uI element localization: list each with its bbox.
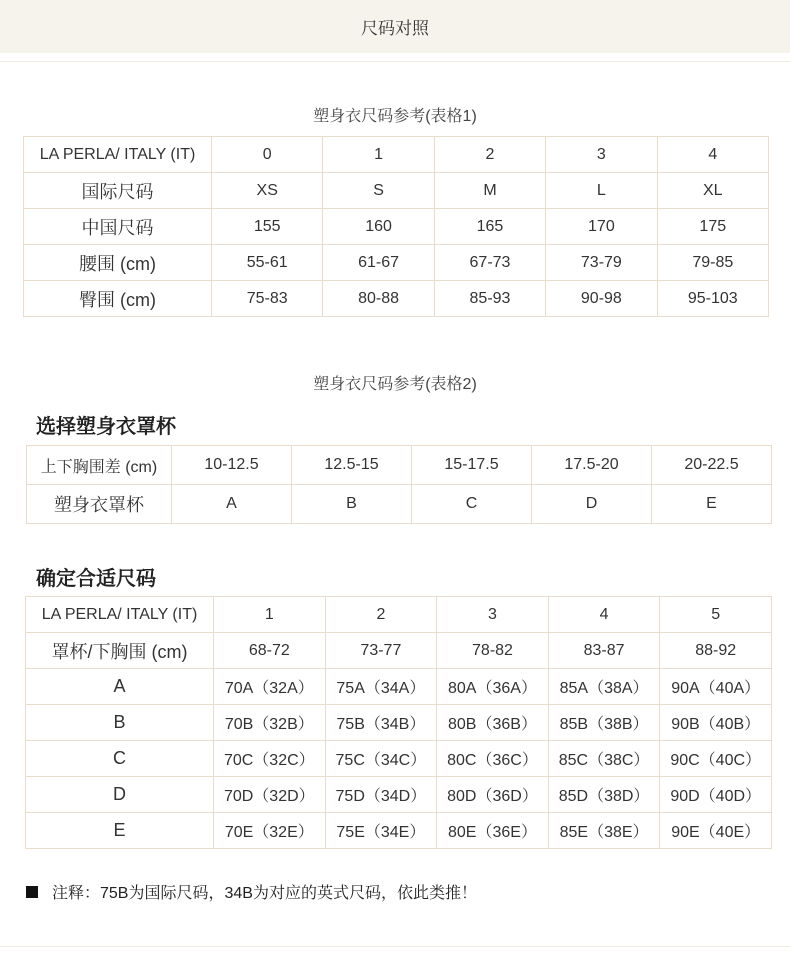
table-cell: 1 xyxy=(214,597,326,633)
table-cell: 73-79 xyxy=(546,245,657,281)
table-cell: L xyxy=(546,173,657,209)
table-cell: 75C（34C） xyxy=(325,741,437,777)
table-cell: D xyxy=(26,777,214,813)
table-cell: XS xyxy=(212,173,323,209)
table-row xyxy=(24,137,769,173)
table-cell: 塑身衣罩杯 xyxy=(27,485,172,524)
table-cell: 85D（38D） xyxy=(548,777,660,813)
table-cell: A xyxy=(26,669,214,705)
table-cell: LA PERLA/ ITALY (IT) xyxy=(26,597,214,633)
table-cell: 90B（40B） xyxy=(660,705,772,741)
size-table-1 xyxy=(23,136,769,317)
table-cell: 腰围 (cm) xyxy=(24,245,212,281)
table-cell: 160 xyxy=(323,209,434,245)
table-cell: 1 xyxy=(323,137,434,173)
footer-divider xyxy=(0,946,790,947)
table-cell: 61-67 xyxy=(323,245,434,281)
table-cell: 83-87 xyxy=(548,633,660,669)
table-cell: 10-12.5 xyxy=(172,446,292,485)
table1-caption: 塑身衣尺码参考(表格1) xyxy=(313,108,477,125)
table-cell: D xyxy=(532,485,652,524)
table-cell: 75E（34E） xyxy=(325,813,437,849)
table-cell: 55-61 xyxy=(212,245,323,281)
table-row xyxy=(26,777,772,813)
table-cell: 17.5-20 xyxy=(532,446,652,485)
table-cell: 90C（40C） xyxy=(660,741,772,777)
table-cell: 75A（34A） xyxy=(325,669,437,705)
table-cell: C xyxy=(412,485,532,524)
table-cell: 90-98 xyxy=(546,281,657,317)
table-cell: 中国尺码 xyxy=(24,209,212,245)
table-cell: 臀围 (cm) xyxy=(24,281,212,317)
table-cell: 80E（36E） xyxy=(437,813,549,849)
table-cell: 12.5-15 xyxy=(292,446,412,485)
page-header xyxy=(0,0,790,53)
table-cell: 165 xyxy=(434,209,545,245)
table2-caption: 塑身衣尺码参考(表格2) xyxy=(313,376,477,393)
table-cell: 80C（36C） xyxy=(437,741,549,777)
table-cell: 罩杯/下胸围 (cm) xyxy=(26,633,214,669)
table-cell: 75-83 xyxy=(212,281,323,317)
table-cell: 80-88 xyxy=(323,281,434,317)
table-cell: 85C（38C） xyxy=(548,741,660,777)
table-row xyxy=(26,597,772,633)
table-cell: E xyxy=(652,485,772,524)
table-row xyxy=(24,173,769,209)
footnote xyxy=(26,880,477,903)
table-cell: 73-77 xyxy=(325,633,437,669)
table-row xyxy=(27,446,772,485)
table-cell: 国际尺码 xyxy=(24,173,212,209)
section-title-size: 确定合适尺码 xyxy=(36,568,156,590)
table-cell: 2 xyxy=(325,597,437,633)
table-row xyxy=(26,633,772,669)
table-cell: 80B（36B） xyxy=(437,705,549,741)
table-cell: 70D（32D） xyxy=(214,777,326,813)
table-cell: 4 xyxy=(548,597,660,633)
table-cell: 15-17.5 xyxy=(412,446,532,485)
table-cell: XL xyxy=(657,173,768,209)
table-cell: 88-92 xyxy=(660,633,772,669)
table-cell: 155 xyxy=(212,209,323,245)
table-cell: 3 xyxy=(546,137,657,173)
section-title-cup: 选择塑身衣罩杯 xyxy=(36,416,176,438)
table-cell: 90A（40A） xyxy=(660,669,772,705)
table-cell: 上下胸围差 (cm) xyxy=(27,446,172,485)
table-cell: M xyxy=(434,173,545,209)
table-cell: 3 xyxy=(437,597,549,633)
table-cell: 75D（34D） xyxy=(325,777,437,813)
table-cell: LA PERLA/ ITALY (IT) xyxy=(24,137,212,173)
table-cell: 80D（36D） xyxy=(437,777,549,813)
table-cell: 68-72 xyxy=(214,633,326,669)
table-cell: 2 xyxy=(434,137,545,173)
table-cell: 5 xyxy=(660,597,772,633)
table-row xyxy=(26,669,772,705)
table-cell: 80A（36A） xyxy=(437,669,549,705)
footnote-text: 注释：75B为国际尺码，34B为对应的英式尺码，依此类推！ xyxy=(52,885,477,902)
table-row xyxy=(24,245,769,281)
table-row xyxy=(26,741,772,777)
table-cell: 90E（40E） xyxy=(660,813,772,849)
cup-table xyxy=(26,445,772,524)
table-cell: 85E（38E） xyxy=(548,813,660,849)
table-cell: 70B（32B） xyxy=(214,705,326,741)
table-cell: 90D（40D） xyxy=(660,777,772,813)
header-divider xyxy=(0,53,790,62)
table-cell: 75B（34B） xyxy=(325,705,437,741)
square-bullet-icon xyxy=(26,886,38,898)
table-cell: 20-22.5 xyxy=(652,446,772,485)
table-row xyxy=(26,705,772,741)
table-row xyxy=(24,209,769,245)
table-row xyxy=(27,485,772,524)
table-cell: 95-103 xyxy=(657,281,768,317)
table-cell: 4 xyxy=(657,137,768,173)
table-cell: 70E（32E） xyxy=(214,813,326,849)
table-cell: 175 xyxy=(657,209,768,245)
table-cell: 67-73 xyxy=(434,245,545,281)
table-cell: 85A（38A） xyxy=(548,669,660,705)
table-cell: 70C（32C） xyxy=(214,741,326,777)
table-cell: 70A（32A） xyxy=(214,669,326,705)
size-table-3 xyxy=(25,596,772,849)
table-cell: A xyxy=(172,485,292,524)
page-title: 尺码对照 xyxy=(361,19,429,38)
table-cell: 85B（38B） xyxy=(548,705,660,741)
table-cell: 85-93 xyxy=(434,281,545,317)
table-cell: E xyxy=(26,813,214,849)
table-row xyxy=(24,281,769,317)
table-cell: 170 xyxy=(546,209,657,245)
table-cell: 0 xyxy=(212,137,323,173)
table-cell: 78-82 xyxy=(437,633,549,669)
table-cell: B xyxy=(292,485,412,524)
table-cell: 79-85 xyxy=(657,245,768,281)
table-cell: S xyxy=(323,173,434,209)
table-cell: C xyxy=(26,741,214,777)
table-row xyxy=(26,813,772,849)
table-cell: B xyxy=(26,705,214,741)
